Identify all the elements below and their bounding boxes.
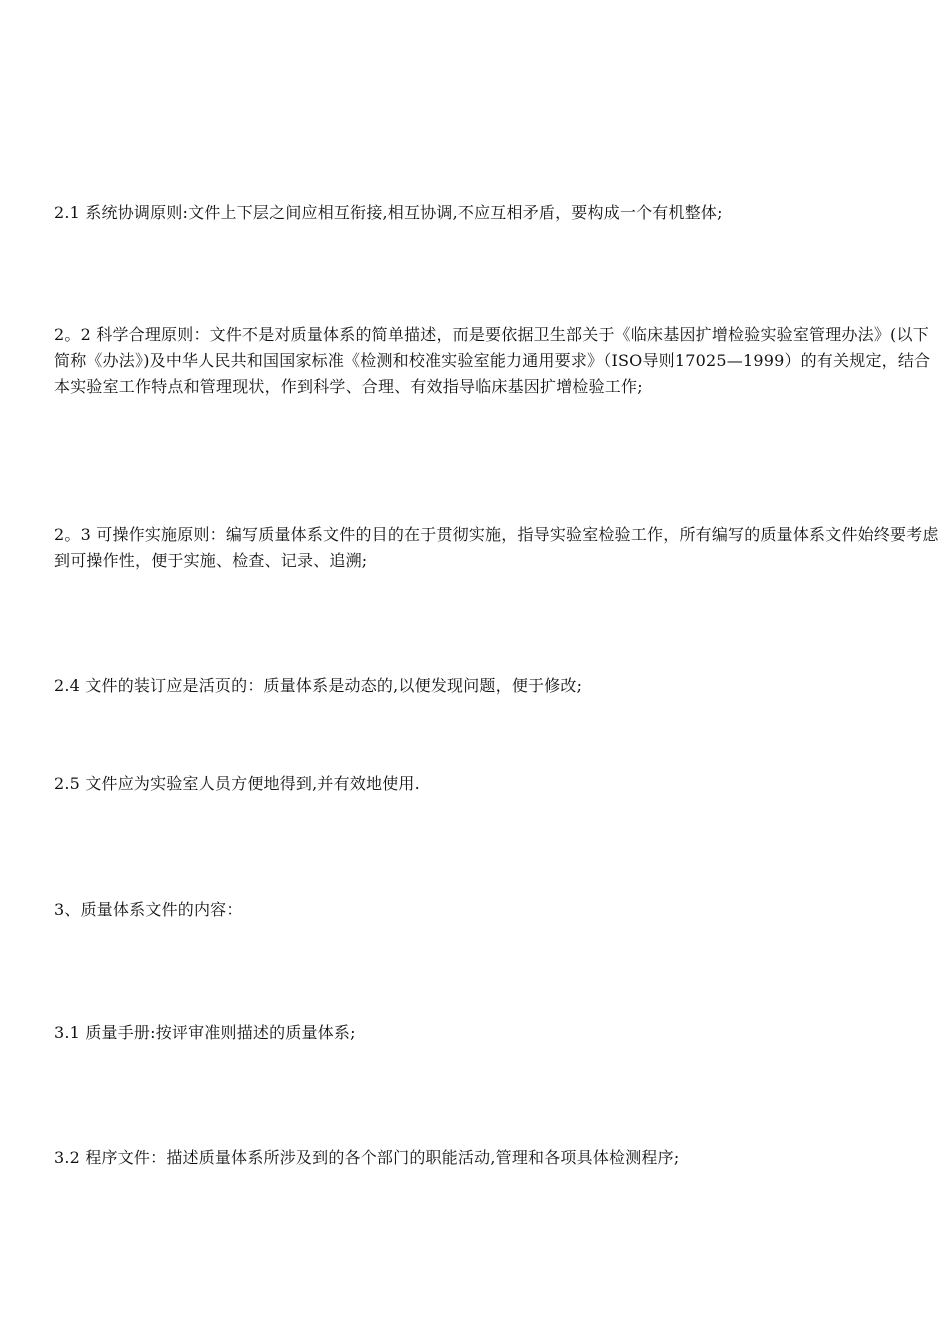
paragraph-3-1: 3.1 质量手册:按评审准则描述的质量体系; [54,1023,356,1042]
section-heading-3: 3、质量体系文件的内容： [54,900,243,919]
paragraph-2-5: 2.5 文件应为实验室人员方便地得到,并有效地使用. [54,774,420,793]
paragraph-2-4: 2.4 文件的装订应是活页的：质量体系是动态的,以便发现问题，便于修改; [54,676,583,695]
paragraph-2-1: 2.1 系统协调原则:文件上下层之间应相互衔接,相互协调,不应互相矛盾，要构成一个有机整体; [54,203,723,222]
paragraph-3-2: 3.2 程序文件：描述质量体系所涉及到的各个部门的职能活动,管理和各项具体检测程序; [54,1148,680,1167]
paragraph-2-3: 2。3 可操作实施原则：编写质量体系文件的目的在于贯彻实施，指导实验室检验工作，所有编写的质量体系文件始终要考虑到可操作性，便于实施、检查、记录、追溯; [54,525,939,570]
paragraph-2-2: 2。2 科学合理原则：文件不是对质量体系的简单描述，而是要依据卫生部关于《临床基因扩增检验实验室管理办法》(以下简称《办法》)及中华人民共和国国家标准《检测和校准实验室能力通用要求》（ISO导则17025—1999）的有关规定，结合本实验室工作特点和管理现状，作到科学、合理、有效指导临床基因扩增检验工作; [54,325,931,396]
